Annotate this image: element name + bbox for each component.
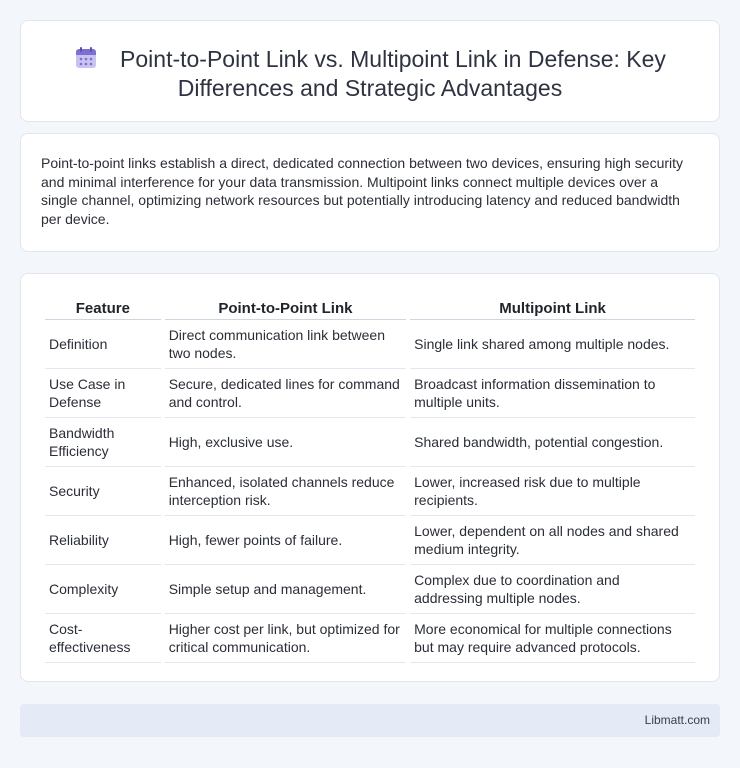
multipoint-cell: Lower, dependent on all nodes and shared medium integrity. [410,516,695,565]
table-row [45,516,695,565]
feature-cell: Use Case in Defense [45,369,161,418]
intro-card [20,133,720,252]
table-row [45,467,695,516]
multipoint-cell: Single link shared among multiple nodes. [410,320,695,369]
point-to-point-cell: Secure, dedicated lines for command and control. [165,369,406,418]
point-to-point-cell: Simple setup and management. [165,565,406,614]
table-row [45,565,695,614]
page-title [21,45,719,103]
point-to-point-cell: High, fewer points of failure. [165,516,406,565]
comparison-table [41,296,699,663]
feature-cell: Security [45,467,161,516]
multipoint-cell: Broadcast information dissemination to multiple units. [410,369,695,418]
feature-cell: Bandwidth Efficiency [45,418,161,467]
point-to-point-cell: Direct communication link between two nodes. [165,320,406,369]
table-row [45,320,695,369]
multipoint-cell: More economical for multiple connections but may require advanced protocols. [410,614,695,663]
table-row [45,418,695,467]
multipoint-cell: Shared bandwidth, potential congestion. [410,418,695,467]
title-line-1: Point-to-Point Link vs. Multipoint Link in Defense: Key [120,46,666,72]
point-to-point-cell: Enhanced, isolated channels reduce interception risk. [165,467,406,516]
footer-brand-link[interactable]: Libmatt.com [644,713,710,727]
header-point-to-point: Point-to-Point Link [165,296,406,320]
feature-cell: Complexity [45,565,161,614]
title-card [20,20,720,122]
table-header-row [45,296,695,320]
feature-cell: Reliability [45,516,161,565]
feature-cell: Cost-effectiveness [45,614,161,663]
table-row [45,369,695,418]
point-to-point-cell: Higher cost per link, but optimized for critical communication. [165,614,406,663]
multipoint-cell: Complex due to coordination and addressing multiple nodes. [410,565,695,614]
table-row [45,614,695,663]
multipoint-cell: Lower, increased risk due to multiple recipients. [410,467,695,516]
point-to-point-cell: High, exclusive use. [165,418,406,467]
feature-cell: Definition [45,320,161,369]
header-feature: Feature [45,296,161,320]
calendar-icon [74,46,98,70]
header-multipoint: Multipoint Link [410,296,695,320]
comparison-card [20,273,720,682]
footer-bar [20,704,720,737]
title-line-2: Differences and Strategic Advantages [177,75,563,101]
intro-paragraph: Point-to-point links establish a direct, dedicated connection between two devices, ensuring high security and minimal interference for your data transmission. Multipoint links connect multiple devices over a single channel, optimizing network resources but potentially introducing latency and reduced bandwidth per device. [41,155,684,227]
